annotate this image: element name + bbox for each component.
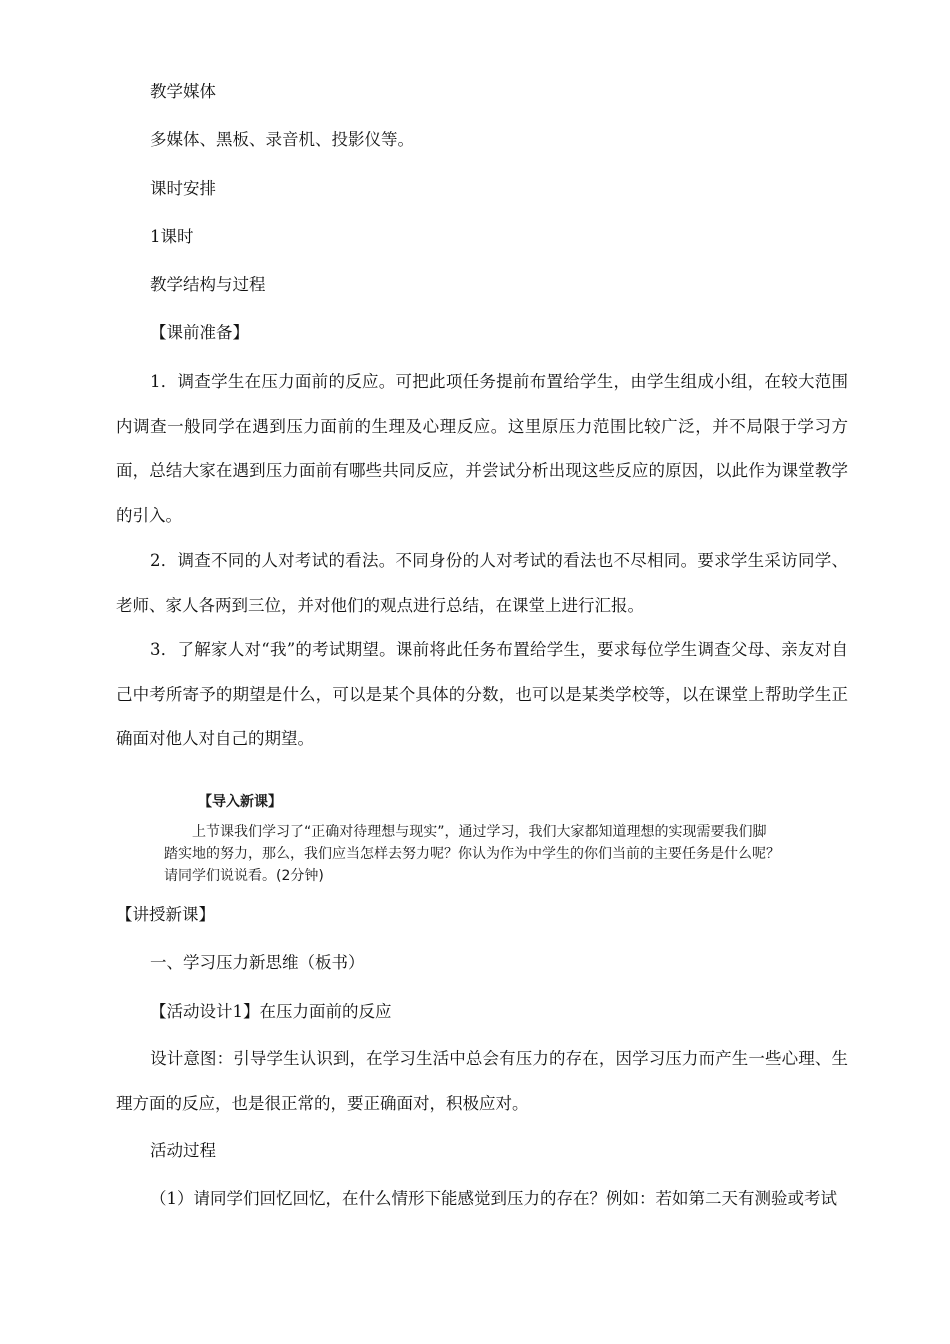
heading-structure: 教学结构与过程	[150, 275, 266, 294]
intro-excerpt	[160, 793, 840, 884]
heading-media: 教学媒体	[150, 82, 216, 101]
intro-line-2: 踏实地的努力，那么，我们应当怎样去努力呢？你认为作为中学生的你们当前的主要任务是什么呢？	[164, 846, 780, 862]
section-prep-heading: 【课前准备】	[150, 323, 249, 342]
process-item-1: （1）请同学们回忆回忆，在什么情形下能感觉到压力的存在？例如：若如第二天有测验或考试	[150, 1189, 837, 1208]
intro-line-3: 请同学们说说看。(2分钟)	[164, 868, 324, 884]
prep-item-3	[116, 628, 848, 762]
prep-item-2	[116, 539, 848, 628]
design-intent	[116, 1037, 848, 1126]
prep-item-3-text: 3．了解家人对“我”的考试期望。课前将此任务布置给学生，要求每位学生调查父母、亲友对自己中考所寄予的期望是什么，可以是某个具体的分数，也可以是某类学校等，以在课堂上帮助学生正确面对他人对自己的期望。	[116, 640, 848, 748]
schedule-value: 1课时	[150, 227, 194, 246]
prep-item-1-text: 1．调查学生在压力面前的反应。可把此项任务提前布置给学生，由学生组成小组，在较大范围内调查一般同学在遇到压力面前的生理及心理反应。这里原压力范围比较广泛，并不局限于学习方面，总结大家在遇到压力面前有哪些共同反应，并尝试分析出现这些反应的原因，以此作为课堂教学的引入。	[116, 372, 848, 525]
prep-item-2-text: 2．调查不同的人对考试的看法。不同身份的人对考试的看法也不尽相同。要求学生采访同学、老师、家人各两到三位，并对他们的观点进行总结，在课堂上进行汇报。	[116, 551, 848, 615]
design-intent-text: 设计意图：引导学生认识到，在学习生活中总会有压力的存在，因学习压力而产生一些心理、生理方面的反应，也是很正常的，要正确面对，积极应对。	[116, 1049, 848, 1113]
section-lecture-heading: 【讲授新课】	[116, 905, 215, 924]
prep-item-1	[116, 360, 848, 538]
activity-process-heading: 活动过程	[150, 1141, 216, 1160]
intro-line-1: 上节课我们学习了“正确对待理想与现实”，通过学习，我们大家都知道理想的实现需要我们脚	[192, 824, 767, 840]
media-list: 多媒体、黑板、录音机、投影仪等。	[150, 130, 414, 149]
activity-title: 【活动设计1】在压力面前的反应	[150, 1002, 392, 1021]
part-one-heading: 一、学习压力新思维（板书）	[150, 953, 365, 972]
heading-schedule: 课时安排	[150, 179, 216, 198]
intro-title: 【导入新课】	[198, 794, 282, 810]
